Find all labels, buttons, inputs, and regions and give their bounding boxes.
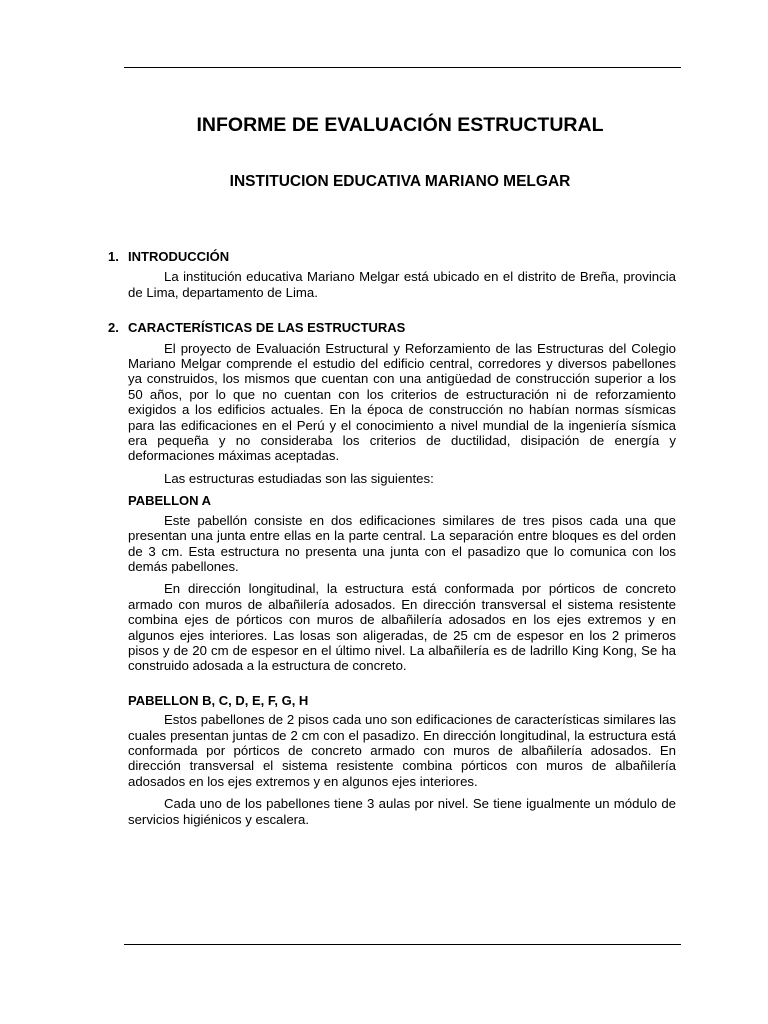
section-heading-introduccion [108, 249, 676, 264]
document-body [108, 249, 676, 834]
paragraph: En dirección longitudinal, la estructura está conformada por pórticos de concreto armado con muros de albañilería adosados. En dirección transversal el sistema resistente combina ejes de pórticos con muros de albañilería adosados en los ejes extremos y en algunos ejes interiores. Las losas son aligeradas, de 25 cm de espesor en los 2 primeros pisos y de 20 cm de espesor en el último nivel. La albañilería es de ladrillo King Kong, Se ha construido adosada a la estructura de concreto. [128, 581, 676, 674]
header-rule [124, 67, 681, 68]
paragraph: La institución educativa Mariano Melgar está ubicado en el distrito de Breña, provincia de Lima, departamento de Lima. [128, 269, 676, 300]
section-heading-caracteristicas [108, 320, 676, 336]
section-heading-text: CARACTERÍSTICAS DE LAS ESTRUCTURAS [128, 320, 406, 336]
section-heading-text: INTRODUCCIÓN [128, 249, 230, 264]
paragraph: Este pabellón consiste en dos edificaciones similares de tres pisos cada una que presentan una junta entre ellas en la parte central. La separación entre bloques es del orden de 3 cm. Esta estructura no presenta una junta con el pasadizo que lo comunica con los demás pabellones. [128, 512, 676, 574]
paragraph: Cada uno de los pabellones tiene 3 aulas por nivel. Se tiene igualmente un módulo de servicios higiénicos y escalera. [128, 796, 676, 827]
document-title: INFORME DE EVALUACIÓN ESTRUCTURAL [196, 114, 604, 136]
section-number: 1. [108, 249, 119, 264]
subsection-heading-pabellon-b-h: PABELLON B, C, D, E, F, G, H [128, 692, 309, 708]
paragraph: Las estructuras estudiadas son las siguientes: [164, 470, 434, 486]
subsection-heading-pabellon-a: PABELLON A [128, 493, 212, 509]
document-subtitle: INSTITUCION EDUCATIVA MARIANO MELGAR [229, 173, 571, 190]
paragraph: El proyecto de Evaluación Estructural y Reforzamiento de las Estructuras del Colegio Mariano Melgar comprende el estudio del edificio central, corredores y diversos pabellones ya construidos, los mismos que cuentan con una antigüedad de construcción superior a los 50 años, por lo que no cuentan con los criterios de estructuración ni de reforzamiento exigidos a los edificios actuales. En la época de construcción no habían normas sísmicas para las edificaciones en el Perú y el conocimiento a nivel mundial de la ingeniería sísmica era pequeña y no consideraba los criterios de ductilidad, disipación de energía y deformaciones máximas aceptadas. [128, 340, 676, 464]
section-number: 2. [108, 320, 119, 336]
footer-rule [124, 944, 681, 945]
paragraph: Estos pabellones de 2 pisos cada uno son edificaciones de características similares las cuales presentan juntas de 2 cm con el pasadizo. En dirección longitudinal, la estructura está conformada por pórticos de concreto armado con muros de albañilería adosados. En dirección transversal el sistema resistente combina pórticos con muros de albañilería adosados en los ejes extremos y en algunos ejes interiores. [128, 712, 676, 789]
